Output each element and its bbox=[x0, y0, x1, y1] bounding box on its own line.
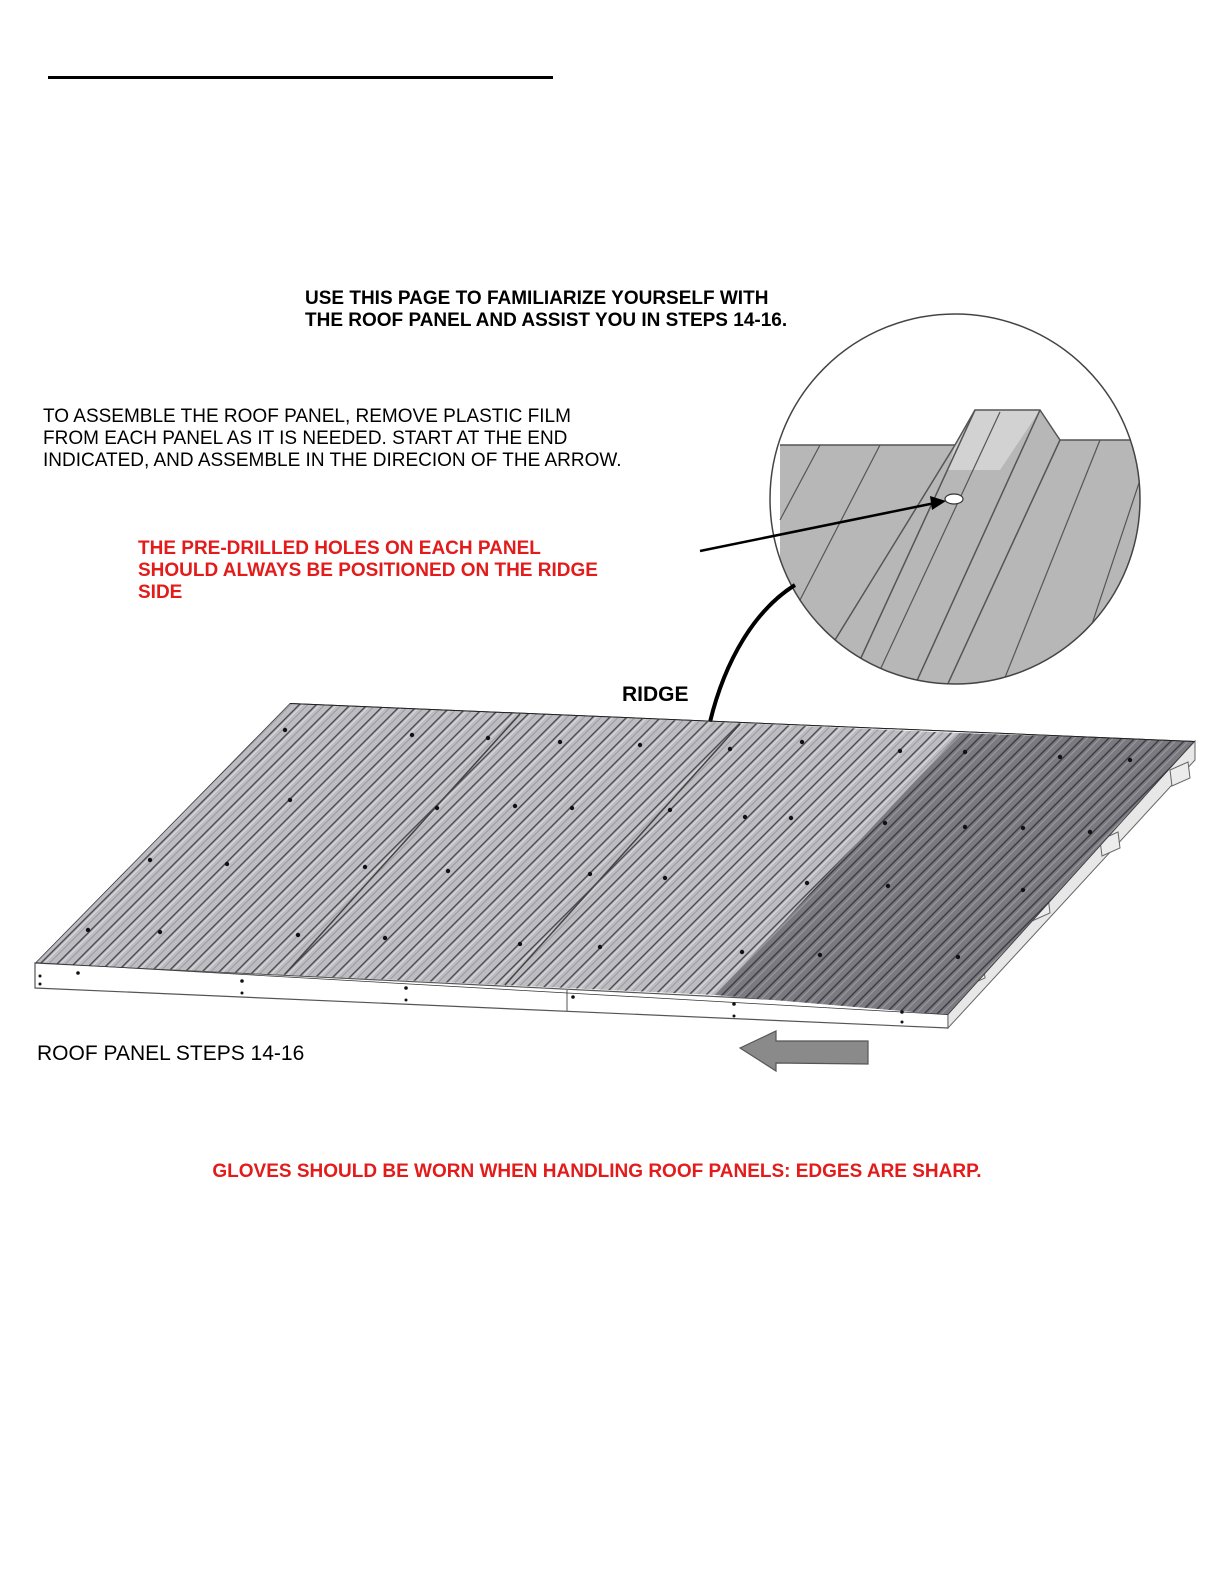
holes-warning-line-2: SHOULD ALWAYS BE POSITIONED ON THE RIDGE bbox=[138, 560, 598, 581]
instructions-line-2: FROM EACH PANEL AS IT IS NEEDED. START AT THE END bbox=[43, 428, 568, 449]
gloves-safety-warning: GLOVES SHOULD BE WORN WHEN HANDLING ROOF PANELS: EDGES ARE SHARP. bbox=[212, 1161, 982, 1182]
figure-caption: ROOF PANEL STEPS 14-16 bbox=[37, 1042, 305, 1065]
holes-warning-line-1: THE PRE-DRILLED HOLES ON EACH PANEL bbox=[138, 538, 541, 559]
heading-line-1: USE THIS PAGE TO FAMILIARIZE YOURSELF WITH bbox=[305, 288, 769, 309]
magnified-detail-circle bbox=[770, 314, 1150, 700]
roof-panel-drawing bbox=[35, 703, 1195, 1028]
holes-warning-line-3: SIDE bbox=[138, 582, 183, 603]
instructions-line-1: TO ASSEMBLE THE ROOF PANEL, REMOVE PLASTIC FILM bbox=[43, 406, 571, 427]
heading-line-2: THE ROOF PANEL AND ASSIST YOU IN STEPS 14-16. bbox=[305, 310, 788, 331]
assembly-direction-arrow bbox=[740, 1031, 868, 1071]
ridge-callout-curve bbox=[710, 585, 795, 722]
instructions-line-3: INDICATED, AND ASSEMBLE IN THE DIRECION OF THE ARROW. bbox=[43, 450, 622, 471]
ridge-label: RIDGE bbox=[622, 683, 689, 706]
